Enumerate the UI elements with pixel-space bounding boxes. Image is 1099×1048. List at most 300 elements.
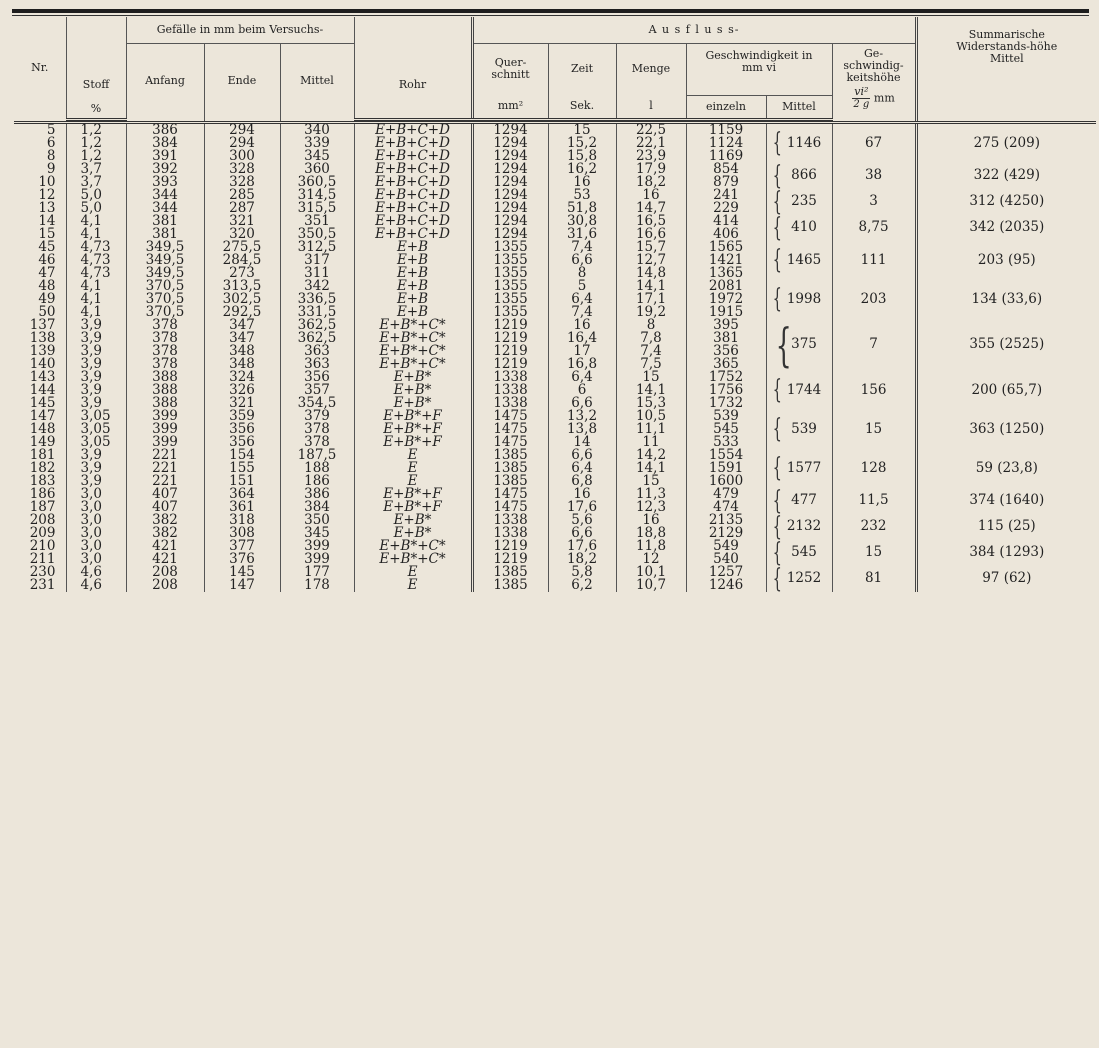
cell-querschnitt: 1475 xyxy=(472,423,548,436)
cell-geschwindigkeitshoehe: 81 xyxy=(832,566,916,592)
cell-ende: 275,5 xyxy=(204,241,280,254)
cell-nr: 45 xyxy=(38,238,56,255)
cell-rohr: E+B+C+D xyxy=(354,215,472,228)
cell-stoff: 4,1 xyxy=(66,280,126,293)
cell-querschnitt: 1338 xyxy=(472,384,548,397)
cell-ende: 145 xyxy=(204,566,280,579)
cell-nr: 5 xyxy=(46,121,56,138)
cell-rohr: E+B+C+D xyxy=(354,150,472,163)
cell-stoff: 3,7 xyxy=(66,163,126,176)
cell-geschwindigkeitshoehe: 7 xyxy=(832,319,916,371)
cell-nr: 145 xyxy=(29,394,56,411)
cell-menge: 17,1 xyxy=(616,293,686,306)
cell-stoff: 3,9 xyxy=(66,449,126,462)
brace-icon: { xyxy=(772,537,782,568)
gh-denominator: 2 g xyxy=(853,98,870,110)
cell-zeit: 6,6 xyxy=(548,449,616,462)
cell-mittel: 384 xyxy=(280,501,354,514)
cell-querschnitt: 1338 xyxy=(472,397,548,410)
cell-ende: 359 xyxy=(204,410,280,423)
cell-v-einzeln: 1159 xyxy=(686,122,766,137)
cell-anfang: 381 xyxy=(126,228,204,241)
cell-querschnitt: 1294 xyxy=(472,189,548,202)
cell-ende: 356 xyxy=(204,423,280,436)
cell-summarische: 59 (23,8) xyxy=(916,449,1096,488)
cell-summarische: 355 (2525) xyxy=(916,319,1096,371)
brace-icon: { xyxy=(772,511,782,542)
cell-querschnitt: 1338 xyxy=(472,371,548,384)
cell-anfang: 407 xyxy=(126,501,204,514)
cell-querschnitt: 1219 xyxy=(472,553,548,566)
header-nr: Nr. xyxy=(31,61,49,74)
cell-rohr: E+B+C+D xyxy=(354,202,472,215)
cell-nr: 210 xyxy=(29,537,56,554)
cell-rohr: E+B*+F xyxy=(354,501,472,514)
cell-mittel: 360,5 xyxy=(280,176,354,189)
header-menge-unit: l xyxy=(616,95,686,119)
cell-menge: 16,6 xyxy=(616,228,686,241)
cell-zeit: 6,6 xyxy=(548,527,616,540)
cell-ende: 318 xyxy=(204,514,280,527)
cell-ende: 284,5 xyxy=(204,254,280,267)
cell-mittel: 340 xyxy=(280,122,354,137)
cell-menge: 19,2 xyxy=(616,306,686,319)
cell-anfang: 399 xyxy=(126,436,204,449)
cell-querschnitt: 1294 xyxy=(472,150,548,163)
cell-v-einzeln: 1554 xyxy=(686,449,766,462)
cell-stoff: 5,0 xyxy=(66,202,126,215)
cell-anfang: 344 xyxy=(126,189,204,202)
cell-menge: 23,9 xyxy=(616,150,686,163)
cell-rohr: E+B* xyxy=(354,371,472,384)
cell-ende: 356 xyxy=(204,436,280,449)
cell-anfang: 221 xyxy=(126,449,204,462)
cell-ende: 285 xyxy=(204,189,280,202)
brace-icon: { xyxy=(772,212,782,243)
cell-rohr: E+B+C+D xyxy=(354,176,472,189)
cell-stoff: 1,2 xyxy=(66,150,126,163)
header-geschwindigkeit-label: Geschwindigkeit in mm vi xyxy=(705,48,813,74)
cell-geschwindigkeitshoehe: 156 xyxy=(832,371,916,410)
header-ausfluss: A u s f l u s s- xyxy=(472,17,916,43)
cell-rohr: E+B*+C* xyxy=(354,540,472,553)
cell-geschwindigkeitshoehe: 67 xyxy=(832,122,916,163)
cell-anfang: 421 xyxy=(126,540,204,553)
cell-querschnitt: 1355 xyxy=(472,306,548,319)
cell-querschnitt: 1385 xyxy=(472,449,548,462)
cell-v-einzeln: 241 xyxy=(686,189,766,202)
cell-zeit: 14 xyxy=(548,436,616,449)
gh-numerator: vi² xyxy=(854,84,869,98)
cell-mittel: 336,5 xyxy=(280,293,354,306)
cell-querschnitt: 1219 xyxy=(472,319,548,332)
cell-mittel: 354,5 xyxy=(280,397,354,410)
gh-unit: mm xyxy=(873,91,895,104)
cell-anfang: 370,5 xyxy=(126,280,204,293)
cell-nr: 8 xyxy=(46,147,56,164)
cell-ende: 328 xyxy=(204,163,280,176)
cell-menge: 22,1 xyxy=(616,137,686,150)
cell-rohr: E+B xyxy=(354,293,472,306)
cell-querschnitt: 1385 xyxy=(472,475,548,488)
cell-anfang: 399 xyxy=(126,423,204,436)
cell-v-einzeln: 1124 xyxy=(686,137,766,150)
cell-mittel: 386 xyxy=(280,488,354,501)
cell-menge: 18,8 xyxy=(616,527,686,540)
v-mittel-value: 1252 xyxy=(786,570,822,586)
cell-mittel: 186 xyxy=(280,475,354,488)
cell-stoff: 4,1 xyxy=(66,293,126,306)
cell-stoff: 3,0 xyxy=(66,501,126,514)
cell-stoff: 4,73 xyxy=(66,254,126,267)
cell-summarische: 322 (429) xyxy=(916,163,1096,189)
cell-ende: 313,5 xyxy=(204,280,280,293)
cell-ende: 300 xyxy=(204,150,280,163)
header-zeit: Zeit xyxy=(548,43,616,95)
cell-querschnitt: 1475 xyxy=(472,436,548,449)
header-summarische-label: Summarische Widerstands-höhe Mittel xyxy=(956,28,1058,65)
v-mittel-value: 539 xyxy=(791,420,817,437)
cell-menge: 22,5 xyxy=(616,122,686,137)
header-gh-formula xyxy=(835,86,913,111)
v-mittel-value: 545 xyxy=(791,544,817,560)
cell-menge: 16 xyxy=(616,189,686,202)
header-einzeln: einzeln xyxy=(686,95,766,119)
cell-stoff: 4,6 xyxy=(66,566,126,579)
cell-querschnitt: 1294 xyxy=(472,137,548,150)
cell-v-einzeln: 1246 xyxy=(686,579,766,592)
cell-anfang: 388 xyxy=(126,371,204,384)
cell-nr: 208 xyxy=(29,511,56,528)
cell-mittel: 315,5 xyxy=(280,202,354,215)
cell-ende: 287 xyxy=(204,202,280,215)
cell-zeit: 6,4 xyxy=(548,293,616,306)
cell-menge: 14,1 xyxy=(616,384,686,397)
cell-nr: 209 xyxy=(29,524,56,541)
cell-zeit: 16 xyxy=(548,319,616,332)
cell-nr: 143 xyxy=(29,368,56,385)
cell-ende: 308 xyxy=(204,527,280,540)
cell-rohr: E+B*+F xyxy=(354,436,472,449)
cell-v-einzeln: 395 xyxy=(686,319,766,332)
cell-menge: 11,1 xyxy=(616,423,686,436)
cell-querschnitt: 1355 xyxy=(472,293,548,306)
cell-menge: 15 xyxy=(616,371,686,384)
cell-v-mittel xyxy=(766,241,832,280)
cell-zeit: 17 xyxy=(548,345,616,358)
cell-nr: 149 xyxy=(29,433,56,450)
cell-v-mittel xyxy=(766,160,832,191)
cell-mittel: 312,5 xyxy=(280,241,354,254)
cell-geschwindigkeitshoehe: 111 xyxy=(832,241,916,280)
cell-stoff: 3,9 xyxy=(66,397,126,410)
cell-v-einzeln: 381 xyxy=(686,332,766,345)
cell-querschnitt: 1338 xyxy=(472,527,548,540)
cell-zeit: 5,6 xyxy=(548,514,616,527)
cell-summarische: 134 (33,6) xyxy=(916,280,1096,319)
cell-stoff: 4,1 xyxy=(66,215,126,228)
cell-geschwindigkeitshoehe: 15 xyxy=(832,410,916,449)
cell-mittel: 363 xyxy=(280,345,354,358)
cell-querschnitt: 1385 xyxy=(472,462,548,475)
cell-querschnitt: 1219 xyxy=(472,358,548,371)
cell-nr: 50 xyxy=(38,303,56,320)
cell-stoff: 3,9 xyxy=(66,319,126,332)
cell-ende: 348 xyxy=(204,345,280,358)
cell-geschwindigkeitshoehe: 8,75 xyxy=(832,215,916,241)
cell-v-mittel xyxy=(766,449,832,488)
brace-icon: { xyxy=(772,485,782,516)
brace-icon: { xyxy=(772,563,782,594)
cell-v-einzeln: 533 xyxy=(686,436,766,449)
cell-querschnitt: 1355 xyxy=(472,241,548,254)
brace-icon: { xyxy=(772,375,782,405)
cell-stoff: 3,9 xyxy=(66,384,126,397)
cell-geschwindigkeitshoehe: 15 xyxy=(832,540,916,566)
cell-zeit: 15 xyxy=(548,122,616,137)
brace-icon: { xyxy=(772,245,782,275)
cell-stoff: 1,2 xyxy=(66,122,126,137)
cell-v-einzeln: 1591 xyxy=(686,462,766,475)
cell-stoff: 3,0 xyxy=(66,488,126,501)
cell-geschwindigkeitshoehe: 203 xyxy=(832,280,916,319)
header-rohr-unit xyxy=(354,95,472,119)
v-mittel-value: 1744 xyxy=(786,381,822,398)
cell-anfang: 378 xyxy=(126,358,204,371)
cell-menge: 11 xyxy=(616,436,686,449)
header-geschwindigkeitshoehe xyxy=(832,43,916,119)
cell-mittel: 378 xyxy=(280,436,354,449)
cell-nr: 139 xyxy=(29,342,56,359)
cell-nr: 183 xyxy=(29,472,56,489)
cell-anfang: 421 xyxy=(126,553,204,566)
cell-nr: 138 xyxy=(29,329,56,346)
cell-anfang: 391 xyxy=(126,150,204,163)
cell-rohr: E+B*+C* xyxy=(354,319,472,332)
cell-rohr: E+B xyxy=(354,267,472,280)
header-anfang: Anfang xyxy=(126,43,204,119)
cell-rohr: E+B*+C* xyxy=(354,332,472,345)
cell-summarische: 384 (1293) xyxy=(916,540,1096,566)
cell-mittel: 351 xyxy=(280,215,354,228)
cell-nr: 12 xyxy=(38,186,56,203)
cell-zeit: 30,8 xyxy=(548,215,616,228)
cell-zeit: 6,2 xyxy=(548,579,616,592)
cell-zeit: 51,8 xyxy=(548,202,616,215)
cell-mittel: 360 xyxy=(280,163,354,176)
cell-stoff: 5,0 xyxy=(66,189,126,202)
cell-stoff: 4,1 xyxy=(66,228,126,241)
cell-querschnitt: 1385 xyxy=(472,566,548,579)
cell-mittel: 187,5 xyxy=(280,449,354,462)
cell-zeit: 13,2 xyxy=(548,410,616,423)
header-summarische xyxy=(916,17,1096,119)
cell-mittel: 311 xyxy=(280,267,354,280)
v-mittel-value: 1465 xyxy=(786,251,822,268)
cell-nr: 147 xyxy=(29,407,56,424)
cell-summarische: 115 (25) xyxy=(916,514,1096,540)
cell-v-einzeln: 1732 xyxy=(686,397,766,410)
cell-menge: 18,2 xyxy=(616,176,686,189)
cell-ende: 273 xyxy=(204,267,280,280)
cell-stoff: 4,1 xyxy=(66,306,126,319)
cell-nr: 15 xyxy=(38,225,56,242)
cell-nr: 10 xyxy=(38,173,56,190)
v-mittel-value: 866 xyxy=(791,167,817,183)
v-mittel-value: 375 xyxy=(791,336,817,352)
cell-querschnitt: 1294 xyxy=(472,163,548,176)
cell-mittel: 378 xyxy=(280,423,354,436)
cell-stoff: 3,05 xyxy=(66,410,126,423)
cell-rohr: E+B+C+D xyxy=(354,189,472,202)
cell-anfang: 370,5 xyxy=(126,306,204,319)
cell-nr: 148 xyxy=(29,420,56,437)
cell-stoff: 4,73 xyxy=(66,267,126,280)
cell-nr: 181 xyxy=(29,446,56,463)
cell-mittel: 342 xyxy=(280,280,354,293)
cell-stoff: 3,7 xyxy=(66,176,126,189)
cell-menge: 12 xyxy=(616,553,686,566)
cell-menge: 7,4 xyxy=(616,345,686,358)
cell-v-mittel xyxy=(766,511,832,542)
cell-zeit: 7,4 xyxy=(548,241,616,254)
top-rule-thin xyxy=(12,15,1089,16)
cell-mittel: 399 xyxy=(280,553,354,566)
cell-rohr: E+B xyxy=(354,306,472,319)
cell-ende: 151 xyxy=(204,475,280,488)
cell-rohr: E+B* xyxy=(354,527,472,540)
cell-zeit: 16,8 xyxy=(548,358,616,371)
cell-nr: 137 xyxy=(29,316,56,333)
cell-v-mittel xyxy=(766,371,832,410)
cell-ende: 328 xyxy=(204,176,280,189)
cell-querschnitt: 1475 xyxy=(472,501,548,514)
cell-menge: 14,7 xyxy=(616,202,686,215)
cell-anfang: 388 xyxy=(126,397,204,410)
cell-v-einzeln: 1565 xyxy=(686,241,766,254)
cell-rohr: E+B+C+D xyxy=(354,163,472,176)
cell-menge: 14,2 xyxy=(616,449,686,462)
cell-v-einzeln: 1169 xyxy=(686,150,766,163)
cell-mittel: 331,5 xyxy=(280,306,354,319)
gh-fraction xyxy=(852,86,870,111)
cell-menge: 7,5 xyxy=(616,358,686,371)
cell-zeit: 6 xyxy=(548,384,616,397)
cell-ende: 377 xyxy=(204,540,280,553)
cell-querschnitt: 1294 xyxy=(472,228,548,241)
cell-menge: 11,3 xyxy=(616,488,686,501)
cell-nr: 48 xyxy=(38,277,56,294)
cell-menge: 15,3 xyxy=(616,397,686,410)
brace-icon: { xyxy=(772,453,782,483)
cell-rohr: E xyxy=(354,462,472,475)
cell-anfang: 208 xyxy=(126,566,204,579)
cell-v-mittel xyxy=(766,410,832,449)
cell-zeit: 16,2 xyxy=(548,163,616,176)
cell-zeit: 17,6 xyxy=(548,501,616,514)
cell-rohr: E+B*+F xyxy=(354,423,472,436)
cell-rohr: E+B+C+D xyxy=(354,228,472,241)
cell-menge: 14,8 xyxy=(616,267,686,280)
cell-querschnitt: 1475 xyxy=(472,410,548,423)
cell-nr: 182 xyxy=(29,459,56,476)
cell-v-mittel xyxy=(766,563,832,594)
cell-mittel: 178 xyxy=(280,579,354,592)
cell-ende: 294 xyxy=(204,137,280,150)
cell-stoff: 3,9 xyxy=(66,462,126,475)
cell-v-einzeln: 549 xyxy=(686,540,766,553)
cell-summarische: 342 (2035) xyxy=(916,215,1096,241)
cell-querschnitt: 1355 xyxy=(472,267,548,280)
cell-querschnitt: 1475 xyxy=(472,488,548,501)
cell-v-einzeln: 2129 xyxy=(686,527,766,540)
cell-nr: 49 xyxy=(38,290,56,307)
cell-v-mittel xyxy=(766,212,832,243)
cell-summarische: 203 (95) xyxy=(916,241,1096,280)
header-gh-label: Ge-schwindig-keitshöhe xyxy=(843,46,904,84)
cell-stoff: 3,9 xyxy=(66,371,126,384)
cell-querschnitt: 1219 xyxy=(472,540,548,553)
cell-anfang: 221 xyxy=(126,462,204,475)
cell-ende: 292,5 xyxy=(204,306,280,319)
cell-menge: 12,3 xyxy=(616,501,686,514)
cell-zeit: 17,6 xyxy=(548,540,616,553)
cell-zeit: 53 xyxy=(548,189,616,202)
cell-zeit: 6,4 xyxy=(548,462,616,475)
brace-icon: { xyxy=(772,186,782,217)
cell-ende: 324 xyxy=(204,371,280,384)
header-mittel: Mittel xyxy=(280,43,354,119)
header-v-mittel: Mittel xyxy=(766,95,832,119)
cell-rohr: E+B xyxy=(354,241,472,254)
cell-mittel: 362,5 xyxy=(280,319,354,332)
cell-nr: 230 xyxy=(29,563,56,580)
cell-rohr: E+B*+C* xyxy=(354,358,472,371)
cell-querschnitt: 1294 xyxy=(472,176,548,189)
table-header xyxy=(14,17,1096,122)
cell-mittel: 357 xyxy=(280,384,354,397)
cell-anfang: 386 xyxy=(126,122,204,137)
cell-mittel: 177 xyxy=(280,566,354,579)
cell-anfang: 382 xyxy=(126,514,204,527)
cell-querschnitt: 1385 xyxy=(472,579,548,592)
cell-stoff: 3,0 xyxy=(66,514,126,527)
brace-icon: { xyxy=(772,128,782,158)
cell-v-mittel xyxy=(766,280,832,319)
cell-zeit: 6,6 xyxy=(548,254,616,267)
header-geschwindigkeit xyxy=(686,43,832,95)
cell-summarische: 200 (65,7) xyxy=(916,371,1096,410)
header-gefaelle: Gefälle in mm beim Versuchs- xyxy=(126,17,354,43)
cell-stoff: 3,9 xyxy=(66,358,126,371)
cell-ende: 147 xyxy=(204,579,280,592)
cell-mittel: 345 xyxy=(280,527,354,540)
cell-rohr: E+B* xyxy=(354,384,472,397)
cell-geschwindigkeitshoehe: 128 xyxy=(832,449,916,488)
cell-v-mittel xyxy=(766,186,832,217)
cell-zeit: 15,8 xyxy=(548,150,616,163)
cell-menge: 7,8 xyxy=(616,332,686,345)
cell-ende: 302,5 xyxy=(204,293,280,306)
cell-stoff: 3,9 xyxy=(66,475,126,488)
cell-nr: 14 xyxy=(38,212,56,229)
cell-anfang: 392 xyxy=(126,163,204,176)
cell-ende: 361 xyxy=(204,501,280,514)
cell-anfang: 384 xyxy=(126,137,204,150)
header-rohr: Rohr xyxy=(354,17,472,95)
cell-v-einzeln: 1972 xyxy=(686,293,766,306)
cell-zeit: 31,6 xyxy=(548,228,616,241)
